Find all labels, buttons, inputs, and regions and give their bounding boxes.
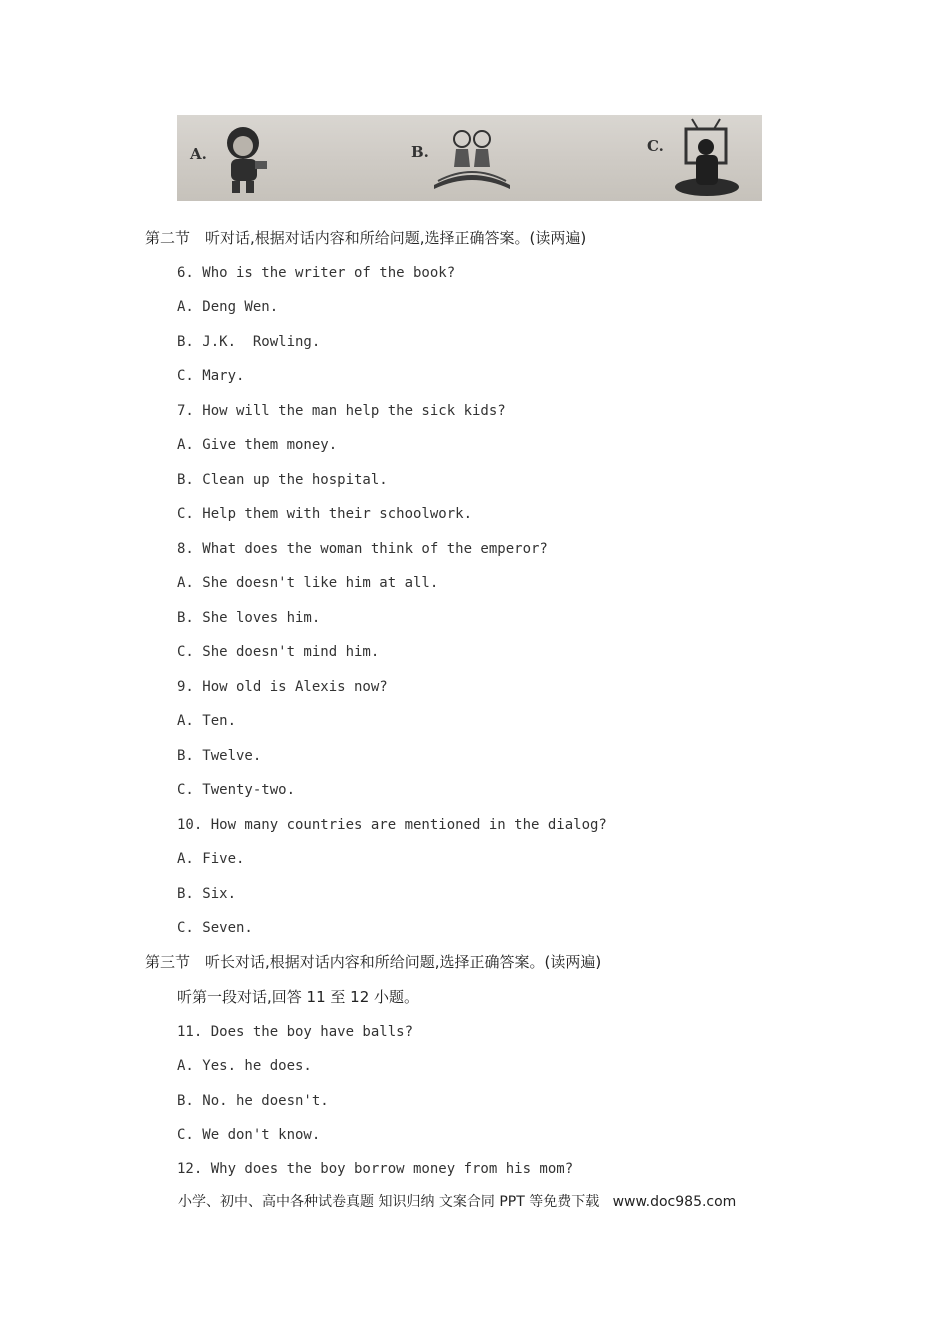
q8-option-a: A. She doesn't like him at all. [177, 575, 439, 591]
page-footer: 小学、初中、高中各种试卷真题 知识归纳 文案合同 PPT 等免费下载 www.doc985.com [178, 1194, 737, 1210]
q11-option-b: B. No. he doesn't. [177, 1093, 329, 1109]
tv-figure-icon [672, 117, 742, 199]
q9-option-c: C. Twenty-two. [177, 782, 296, 798]
q11-option-a: A. Yes. he does. [177, 1058, 312, 1074]
q7-option-a: A. Give them money. [177, 437, 338, 453]
q6-option-b: B. J.K. Rowling. [177, 334, 321, 350]
q6-option-c: C. Mary. [177, 368, 245, 384]
question-8: 8. What does the woman think of the emperor? [177, 541, 548, 557]
q10-option-c: C. Seven. [177, 920, 253, 936]
q9-option-b: B. Twelve. [177, 748, 262, 764]
question-7: 7. How will the man help the sick kids? [177, 403, 506, 419]
section3-instruction: 听第一段对话,回答 11 至 12 小题。 [177, 988, 420, 1006]
picture-label-c: C. [647, 137, 664, 155]
question-12: 12. Why does the boy borrow money from his mom? [177, 1161, 574, 1177]
section3-title: 第三节 听长对话,根据对话内容和所给问题,选择正确答案。(读两遍) [145, 953, 602, 971]
q8-option-c: C. She doesn't mind him. [177, 644, 380, 660]
question-6: 6. Who is the writer of the book? [177, 265, 456, 281]
question-11: 11. Does the boy have balls? [177, 1024, 414, 1040]
listening-pictures [177, 115, 762, 201]
q11-option-c: C. We don't know. [177, 1127, 321, 1143]
question-10: 10. How many countries are mentioned in the dialog? [177, 817, 607, 833]
section2-title: 第二节 听对话,根据对话内容和所给问题,选择正确答案。(读两遍) [145, 229, 587, 247]
q7-option-b: B. Clean up the hospital. [177, 472, 388, 488]
picture-label-b: B. [411, 143, 429, 161]
q8-option-b: B. She loves him. [177, 610, 321, 626]
q7-option-c: C. Help them with their schoolwork. [177, 506, 473, 522]
q6-option-a: A. Deng Wen. [177, 299, 279, 315]
q9-option-a: A. Ten. [177, 713, 237, 729]
q10-option-a: A. Five. [177, 851, 245, 867]
picture-label-a: A. [190, 145, 207, 163]
question-9: 9. How old is Alexis now? [177, 679, 388, 695]
kids-reading-icon [432, 125, 512, 191]
q10-option-b: B. Six. [177, 886, 237, 902]
boy-figure-icon [217, 121, 272, 197]
